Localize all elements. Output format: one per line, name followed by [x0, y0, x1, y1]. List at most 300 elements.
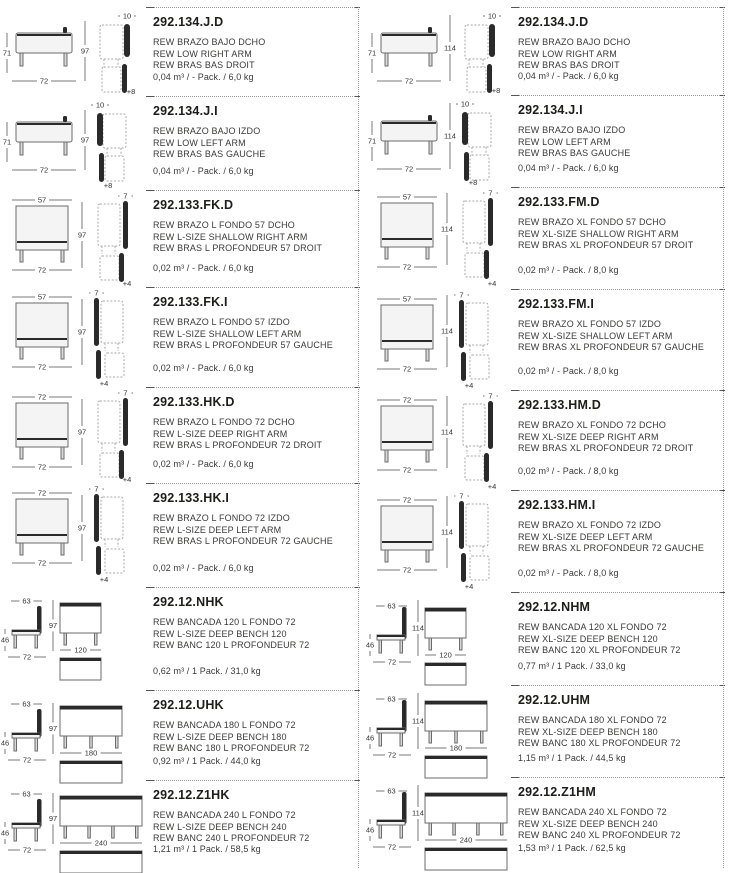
- technical-drawing: [365, 289, 511, 390]
- dimension-line: [11, 597, 42, 606]
- dimension-label: 7: [488, 188, 493, 198]
- dimension-line: [12, 463, 72, 472]
- product-code: 292.133.HM.I: [518, 498, 596, 512]
- product-description-es: REW BANCADA 120 L FONDO 72: [153, 617, 296, 627]
- dimension-label: 46: [365, 640, 375, 650]
- dimension-label: 114: [412, 808, 424, 818]
- technical-drawing: [365, 187, 511, 289]
- dimension-label: 97: [48, 724, 58, 734]
- product-specs: 0,02 m³ / - Pack. / 8,0 kg: [518, 366, 619, 376]
- product-row: [0, 287, 365, 387]
- product-code: 292.12.UHM: [518, 693, 591, 707]
- dimension-line: [78, 299, 86, 365]
- dimension-line: [1, 822, 9, 844]
- product-description-fr: REW BANC 120 L PROFONDEUR 72: [153, 640, 310, 650]
- product-code: 292.134.J.D: [518, 15, 589, 29]
- dimension-line: [425, 836, 507, 845]
- dimension-line: [373, 843, 411, 852]
- dimension-label: 57: [402, 294, 412, 304]
- product-info: [146, 587, 359, 690]
- dimension-label: 63: [387, 694, 396, 704]
- dimension-line: [12, 393, 72, 402]
- technical-drawing: [365, 685, 511, 777]
- dimension-label: 72: [387, 750, 397, 760]
- dimension-label: 63: [22, 596, 31, 606]
- dimension-label: 180: [449, 743, 463, 753]
- dimension-line: [377, 466, 437, 475]
- product-description-en: REW L-SIZE DEEP BENCH 240: [153, 821, 287, 832]
- dimension-line: [368, 33, 376, 73]
- dimension-line: [11, 790, 42, 799]
- product-info: [146, 780, 359, 868]
- technical-drawing: [0, 387, 146, 483]
- product-info: [511, 592, 724, 685]
- product-info: [146, 287, 359, 387]
- product-description-es: REW BRAZO BAJO IZDO: [518, 125, 626, 135]
- product-description-es: REW BRAZO L FONDO 57 DCHO: [153, 220, 295, 230]
- dimension-line: [377, 566, 437, 575]
- dimension-label: 120: [74, 645, 87, 655]
- product-code: 292.133.HK.I: [153, 491, 230, 505]
- dimension-label: +4: [99, 575, 109, 584]
- dimension-label: 114: [444, 131, 456, 141]
- dimension-label: 97: [77, 327, 87, 337]
- product-specs: 0,62 m³ / 1 Pack. / 31,0 kg: [153, 666, 261, 676]
- dimension-label: 72: [402, 565, 412, 575]
- product-specs: 0,04 m³ / - Pack. / 6,0 kg: [153, 166, 254, 176]
- dimension-label: 72: [39, 76, 49, 86]
- product-description-fr: REW BRAS L PROFONDEUR 57 GAUCHE: [153, 340, 333, 350]
- product-specs: 0,04 m³ / - Pack. / 6,0 kg: [153, 72, 254, 82]
- dimension-line: [78, 202, 86, 268]
- dimension-line: [3, 122, 11, 162]
- dimension-line: [118, 389, 133, 398]
- product-description-fr: REW BRAS XL PROFONDEUR 72 DROIT: [518, 443, 694, 453]
- dimension-label: 71: [367, 48, 377, 58]
- dimension-line: [118, 12, 136, 21]
- product-description-en: REW XL-SIZE DEEP BENCH 180: [518, 726, 658, 737]
- dimension-label: 46: [365, 733, 375, 743]
- product-description-fr: REW BRAS BAS GAUCHE: [518, 148, 631, 158]
- dimension-line: [373, 658, 411, 667]
- product-row: [0, 690, 365, 780]
- product-description-es: REW BRAZO XL FONDO 72 DCHO: [518, 420, 667, 430]
- product-description-en: REW L-SIZE DEEP RIGHT ARM: [153, 428, 288, 439]
- dimension-line: [8, 756, 46, 765]
- product-row: [0, 190, 365, 287]
- product-specs: 0,02 m³ / - Pack. / 6,0 kg: [153, 363, 254, 373]
- dimension-label: 114: [444, 43, 456, 53]
- dimension-label: 71: [2, 137, 12, 147]
- technical-drawing: [365, 95, 511, 187]
- dimension-line: [377, 263, 437, 272]
- dimension-label: 114: [412, 623, 424, 633]
- dimension-label: 57: [37, 195, 47, 205]
- dimension-line: [377, 295, 437, 304]
- product-description-en: REW L-SIZE SHALLOW LEFT ARM: [153, 328, 302, 339]
- dimension-line: [441, 193, 453, 265]
- dimension-label: 114: [412, 716, 424, 726]
- product-row: [365, 777, 730, 867]
- dimension-label: 72: [387, 842, 397, 852]
- dimension-label: 72: [37, 392, 47, 402]
- product-description-fr: REW BRAS L PROFONDEUR 72 GAUCHE: [153, 536, 333, 546]
- technical-drawing: [0, 780, 146, 868]
- product-description-es: REW BRAZO BAJO DCHO: [153, 37, 266, 47]
- product-info: [511, 95, 724, 187]
- dimension-line: [49, 703, 57, 754]
- product-code: 292.12.UHK: [153, 698, 224, 712]
- dimension-line: [412, 785, 424, 841]
- product-description-es: REW BANCADA 180 XL FONDO 72: [518, 715, 667, 725]
- dimension-label: 72: [402, 495, 412, 505]
- dimension-label: +4: [122, 475, 132, 484]
- dimension-line: [368, 121, 376, 161]
- dimension-line: [377, 193, 437, 202]
- dimension-label: 10: [487, 11, 497, 21]
- product-description-en: REW L-SIZE DEEP BENCH 180: [153, 731, 287, 742]
- product-specs: 0,92 m³ / 1 Pack. / 44,0 kg: [153, 756, 261, 766]
- dimension-label: 72: [387, 657, 397, 667]
- product-code: 292.133.FM.I: [518, 297, 595, 311]
- dimension-line: [12, 196, 72, 205]
- dimension-line: [12, 559, 72, 568]
- product-description-es: REW BRAZO L FONDO 57 IZDO: [153, 317, 290, 327]
- dimension-label: +4: [122, 279, 132, 288]
- dimension-line: [8, 846, 46, 855]
- product-row: [365, 490, 730, 592]
- technical-drawing: [365, 777, 511, 867]
- dimension-line: [444, 103, 456, 169]
- dimension-line: [454, 291, 469, 300]
- dimension-line: [12, 266, 72, 275]
- product-specs: 0,02 m³ / - Pack. / 6,0 kg: [153, 563, 254, 573]
- dimension-label: 71: [367, 136, 377, 146]
- dimension-line: [441, 496, 453, 568]
- spec-column-right: [365, 0, 730, 873]
- dimension-line: [91, 101, 109, 110]
- dimension-label: 97: [80, 46, 90, 56]
- product-info: [511, 7, 724, 95]
- dimension-label: 72: [37, 558, 47, 568]
- dimension-line: [377, 396, 437, 405]
- dimension-label: 7: [94, 288, 99, 298]
- technical-drawing: [0, 587, 146, 690]
- product-description-en: REW LOW LEFT ARM: [153, 137, 246, 148]
- dimension-line: [377, 496, 437, 505]
- dimension-label: 72: [37, 462, 47, 472]
- dimension-line: [78, 399, 86, 465]
- product-info: [511, 289, 724, 390]
- dimension-label: 10: [460, 99, 470, 109]
- technical-drawing: [0, 190, 146, 287]
- product-code: 292.134.J.D: [153, 15, 224, 29]
- dimension-label: 7: [459, 491, 464, 501]
- product-description-fr: REW BRAS XL PROFONDEUR 72 GAUCHE: [518, 543, 704, 553]
- dimension-line: [456, 100, 474, 109]
- technical-drawing: [0, 7, 146, 96]
- product-info: [146, 96, 359, 190]
- dimension-label: 63: [22, 699, 31, 709]
- product-info: [511, 187, 724, 289]
- product-description-en: REW LOW LEFT ARM: [518, 136, 611, 147]
- product-code: 292.133.FK.D: [153, 198, 234, 212]
- product-description-en: REW LOW RIGHT ARM: [518, 48, 617, 59]
- dimension-label: +4: [487, 279, 497, 288]
- dimension-label: 114: [441, 224, 453, 234]
- dimension-line: [412, 600, 424, 656]
- product-description-fr: REW BRAS BAS DROIT: [153, 60, 255, 70]
- product-info: [511, 390, 724, 490]
- dimension-label: 7: [459, 290, 464, 300]
- dimension-label: 120: [439, 650, 452, 660]
- product-row: [0, 96, 365, 190]
- dimension-line: [373, 751, 411, 760]
- dimension-label: 72: [22, 652, 32, 662]
- product-description-es: REW BANCADA 180 L FONDO 72: [153, 720, 296, 730]
- product-description-fr: REW BANC 180 XL PROFONDEUR 72: [518, 738, 681, 748]
- dimension-label: 97: [48, 814, 58, 824]
- dimension-line: [483, 392, 498, 401]
- product-info: [146, 7, 359, 96]
- dimension-label: 63: [387, 601, 396, 611]
- dimension-line: [412, 693, 424, 749]
- product-description-en: REW XL-SIZE DEEP RIGHT ARM: [518, 431, 659, 442]
- product-description-fr: REW BANC 180 L PROFONDEUR 72: [153, 743, 310, 753]
- dimension-label: 10: [122, 11, 132, 21]
- dimension-label: 180: [84, 748, 98, 758]
- product-code: 292.12.Z1HM: [518, 785, 596, 799]
- product-row: [0, 780, 365, 868]
- dimension-line: [11, 700, 42, 709]
- dimension-line: [60, 646, 101, 655]
- product-description-en: REW XL-SIZE DEEP BENCH 120: [518, 633, 658, 644]
- product-description-fr: REW BRAS XL PROFONDEUR 57 DROIT: [518, 240, 694, 250]
- dimension-label: 72: [402, 262, 412, 272]
- product-code: 292.12.NHK: [153, 595, 224, 609]
- product-row: [365, 592, 730, 685]
- dimension-line: [12, 166, 76, 175]
- product-row: [0, 7, 365, 96]
- dimension-line: [1, 732, 9, 754]
- dimension-line: [81, 21, 89, 81]
- dimension-label: 7: [94, 484, 99, 494]
- dimension-label: 72: [37, 265, 47, 275]
- dimension-line: [444, 15, 456, 81]
- product-row: [0, 587, 365, 690]
- dimension-line: [377, 365, 437, 374]
- product-specs: 0,02 m³ / - Pack. / 6,0 kg: [153, 459, 254, 469]
- dimension-line: [454, 492, 469, 501]
- product-row: [365, 7, 730, 95]
- dimension-line: [425, 651, 466, 660]
- dimension-label: 97: [80, 135, 90, 145]
- dimension-line: [89, 289, 104, 298]
- dimension-line: [81, 110, 89, 170]
- dimension-label: 72: [37, 362, 47, 372]
- column-divider: [358, 7, 359, 868]
- product-info: [511, 490, 724, 592]
- dimension-label: 57: [37, 292, 47, 302]
- product-row: [365, 187, 730, 289]
- product-row: [365, 289, 730, 390]
- product-info: [146, 690, 359, 780]
- dimension-label: 114: [441, 427, 453, 437]
- dimension-label: 97: [48, 621, 58, 631]
- dimension-line: [366, 634, 374, 656]
- dimension-label: 72: [404, 76, 414, 86]
- product-description-fr: REW BRAS L PROFONDEUR 72 DROIT: [153, 440, 323, 450]
- product-description-fr: REW BANC 120 XL PROFONDEUR 72: [518, 645, 681, 655]
- product-row: [0, 387, 365, 483]
- product-specs: 1,21 m³ / 1 Pack. / 58,5 kg: [153, 844, 261, 854]
- dimension-label: +4: [464, 381, 474, 390]
- product-description-en: REW L-SIZE DEEP BENCH 120: [153, 628, 287, 639]
- dimension-label: 72: [22, 845, 32, 855]
- dimension-label: 46: [0, 738, 10, 748]
- dimension-label: 240: [94, 838, 108, 848]
- product-info: [511, 685, 724, 777]
- product-code: 292.134.J.I: [153, 104, 218, 118]
- dimension-label: 72: [402, 465, 412, 475]
- dimension-label: 46: [0, 635, 10, 645]
- product-info: [146, 190, 359, 287]
- product-specs: 0,02 m³ / - Pack. / 6,0 kg: [153, 263, 254, 273]
- product-description-es: REW BANCADA 120 XL FONDO 72: [518, 622, 667, 632]
- product-specs: 0,02 m³ / - Pack. / 8,0 kg: [518, 568, 619, 578]
- product-description-es: REW BRAZO XL FONDO 57 IZDO: [518, 319, 662, 329]
- dimension-line: [12, 489, 72, 498]
- dimension-line: [49, 600, 57, 651]
- dimension-label: 46: [365, 825, 375, 835]
- product-description-es: REW BRAZO XL FONDO 72 IZDO: [518, 520, 662, 530]
- product-description-es: REW BRAZO L FONDO 72 DCHO: [153, 417, 295, 427]
- product-description-es: REW BANCADA 240 XL FONDO 72: [518, 807, 667, 817]
- technical-drawing: [365, 490, 511, 592]
- product-row: [365, 95, 730, 187]
- product-description-fr: REW BRAS L PROFONDEUR 57 DROIT: [153, 243, 323, 253]
- dimension-line: [366, 727, 374, 749]
- dimension-label: +4: [487, 482, 497, 491]
- dimension-line: [3, 33, 11, 73]
- dimension-line: [60, 749, 122, 758]
- dimension-line: [78, 495, 86, 561]
- dimension-line: [377, 165, 441, 174]
- product-code: 292.133.HM.D: [518, 398, 601, 412]
- dimension-label: 72: [404, 164, 414, 174]
- technical-drawing: [0, 483, 146, 587]
- product-specs: 1,15 m³ / 1 Pack. / 44,5 kg: [518, 753, 626, 763]
- dimension-label: +8: [468, 178, 478, 187]
- product-info: [146, 483, 359, 587]
- product-specs: 0,77 m³ / 1 Pack. / 33,0 kg: [518, 661, 626, 671]
- product-code: 292.133.FM.D: [518, 195, 600, 209]
- technical-drawing: [0, 287, 146, 387]
- dimension-label: +4: [99, 379, 109, 388]
- technical-drawing: [365, 7, 511, 95]
- dimension-label: 72: [37, 488, 47, 498]
- product-description-en: REW XL-SIZE SHALLOW LEFT ARM: [518, 330, 673, 341]
- product-description-es: REW BRAZO L FONDO 72 IZDO: [153, 513, 290, 523]
- product-code: 292.133.FK.I: [153, 295, 228, 309]
- dimension-label: 114: [441, 326, 453, 336]
- product-description-en: REW XL-SIZE DEEP LEFT ARM: [518, 531, 653, 542]
- technical-drawing: [0, 690, 146, 780]
- dimension-label: 97: [77, 523, 87, 533]
- product-row: [0, 483, 365, 587]
- product-specs: 0,04 m³ / - Pack. / 6,0 kg: [518, 71, 619, 81]
- dimension-line: [366, 819, 374, 841]
- dimension-label: 114: [441, 527, 453, 537]
- dimension-label: 72: [22, 755, 32, 765]
- dimension-label: 97: [77, 230, 87, 240]
- product-description-es: REW BRAZO BAJO DCHO: [518, 37, 631, 47]
- dimension-label: 72: [402, 364, 412, 374]
- dimension-label: +8: [103, 181, 113, 190]
- product-specs: 1,53 m³ / 1 Pack. / 62,5 kg: [518, 843, 626, 853]
- dimension-label: +8: [126, 87, 136, 96]
- technical-drawing: [365, 592, 511, 685]
- dimension-line: [441, 396, 453, 468]
- dimension-line: [12, 77, 76, 86]
- technical-drawing: [0, 96, 146, 190]
- product-description-en: REW L-SIZE SHALLOW RIGHT ARM: [153, 231, 308, 242]
- dimension-label: +8: [491, 86, 501, 95]
- product-specs: 0,04 m³ / - Pack. / 6,0 kg: [518, 163, 619, 173]
- dimension-label: 7: [123, 191, 128, 201]
- product-row: [365, 390, 730, 490]
- product-info: [511, 777, 724, 867]
- product-code: 292.133.HK.D: [153, 395, 235, 409]
- dimension-line: [12, 293, 72, 302]
- dimension-label: +4: [464, 582, 474, 591]
- product-description-es: REW BRAZO XL FONDO 57 DCHO: [518, 217, 667, 227]
- product-description-fr: REW BRAS XL PROFONDEUR 57 GAUCHE: [518, 342, 704, 352]
- technical-drawing: [365, 390, 511, 490]
- product-code: 292.12.NHM: [518, 600, 591, 614]
- dimension-line: [1, 629, 9, 651]
- product-description-fr: REW BRAS BAS GAUCHE: [153, 149, 266, 159]
- product-code: 292.12.Z1HK: [153, 788, 230, 802]
- dimension-label: 63: [22, 789, 31, 799]
- product-description-es: REW BRAZO BAJO IZDO: [153, 126, 261, 136]
- dimension-label: 7: [123, 388, 128, 398]
- dimension-label: 63: [387, 786, 396, 796]
- dimension-label: 97: [77, 427, 87, 437]
- product-description-fr: REW BANC 240 L PROFONDEUR 72: [153, 833, 310, 843]
- product-description-es: REW BANCADA 240 L FONDO 72: [153, 810, 296, 820]
- column-divider: [723, 7, 724, 868]
- dimension-label: 71: [2, 48, 12, 58]
- dimension-line: [118, 192, 133, 201]
- dimension-line: [12, 363, 72, 372]
- dimension-line: [377, 77, 441, 86]
- dimension-line: [60, 839, 142, 848]
- product-description-en: REW L-SIZE DEEP LEFT ARM: [153, 524, 282, 535]
- dimension-line: [49, 793, 57, 844]
- dimension-line: [483, 189, 498, 198]
- dimension-label: 7: [488, 391, 493, 401]
- product-code: 292.134.J.I: [518, 103, 583, 117]
- product-description-en: REW LOW RIGHT ARM: [153, 48, 252, 59]
- product-description-fr: REW BANC 240 XL PROFONDEUR 72: [518, 830, 681, 840]
- dimension-label: 57: [402, 192, 412, 202]
- dimension-line: [425, 744, 487, 753]
- dimension-label: 72: [39, 165, 49, 175]
- product-row: [365, 685, 730, 777]
- dimension-label: 240: [459, 835, 473, 845]
- dimension-line: [8, 653, 46, 662]
